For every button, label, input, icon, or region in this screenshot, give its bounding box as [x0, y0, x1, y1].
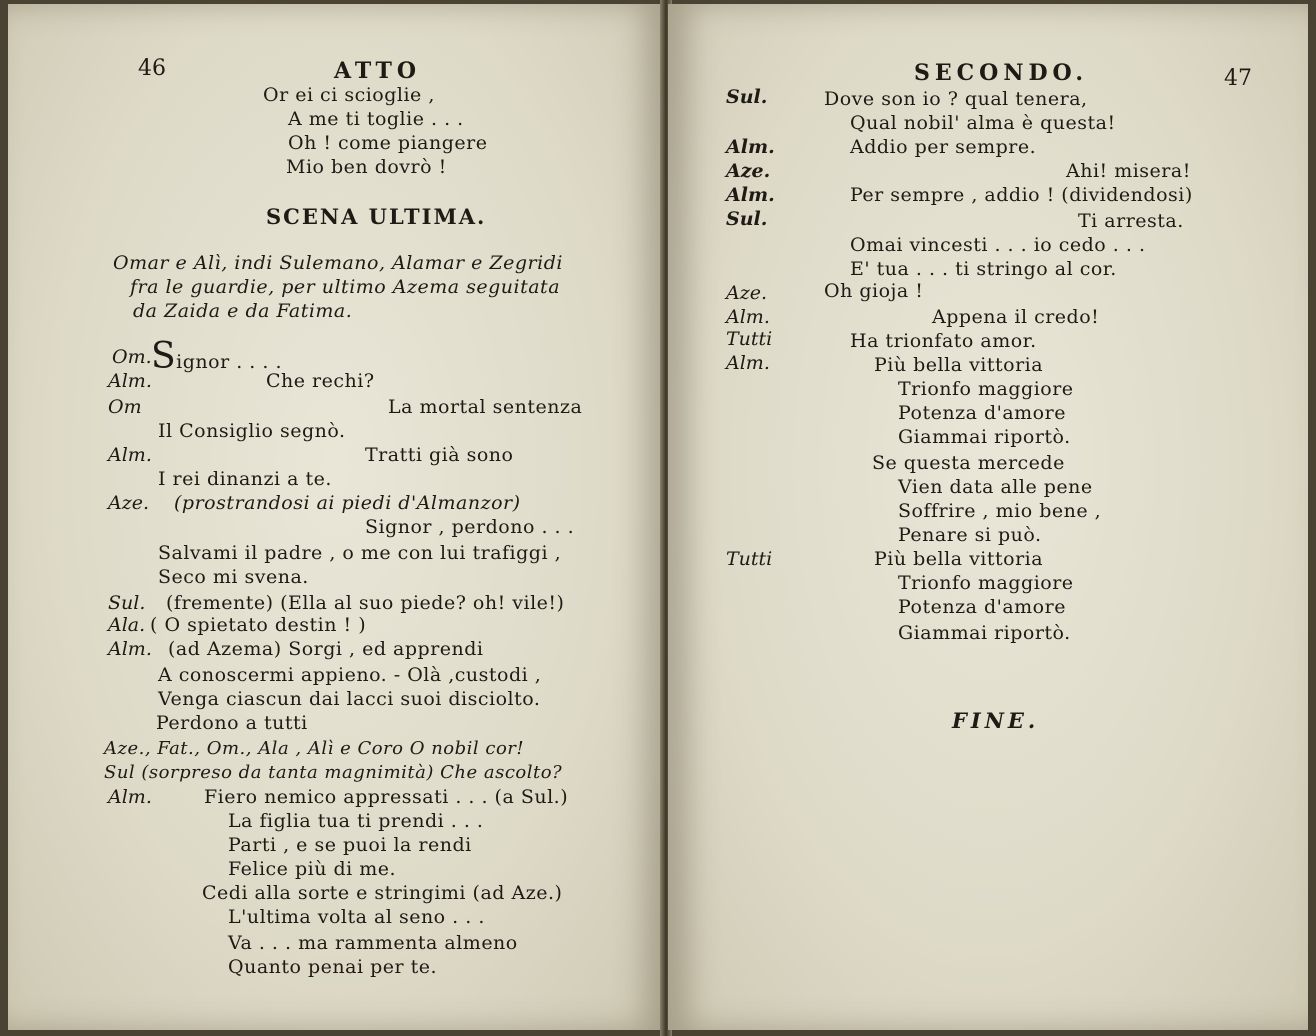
- dialogue-line: Ti arresta.: [1078, 210, 1184, 232]
- speaker: Alm.: [108, 444, 152, 466]
- aria-line: Mio ben dovrò !: [286, 156, 447, 178]
- stage-direction-line: da Zaida e da Fatima.: [133, 300, 353, 322]
- dialogue-line: Aze., Fat., Om., Ala , Alì e Coro O nobil cor!: [104, 738, 525, 759]
- dialogue-line: Potenza d'amore: [898, 402, 1066, 424]
- dialogue-line: Giammai riportò.: [898, 426, 1071, 448]
- speaker: Om.: [112, 346, 152, 368]
- stage-direction-line: fra le guardie, per ultimo Azema seguitata: [130, 276, 561, 298]
- dialogue-line: (ad Azema) Sorgi , ed apprendi: [168, 638, 484, 660]
- speaker: Alm.: [108, 638, 152, 660]
- dialogue-line: Dove son io ? qual tenera,: [824, 88, 1088, 110]
- speaker: Alm.: [108, 786, 152, 808]
- speaker: Sul.: [726, 86, 768, 108]
- speaker: Alm.: [726, 184, 775, 206]
- dialogue-line: Vien data alle pene: [898, 476, 1093, 498]
- dialogue-line: Signor . . . .: [151, 336, 282, 377]
- left-page: [8, 4, 663, 1030]
- dialogue-line: Fiero nemico appressati . . . (a Sul.): [204, 786, 569, 808]
- speaker: Ala.: [108, 614, 146, 636]
- right-page: [668, 4, 1308, 1030]
- dialogue-line: Tratti già sono: [365, 444, 514, 466]
- dialogue-line: Omai vincesti . . . io cedo . . .: [850, 234, 1146, 256]
- dialogue-line: E' tua . . . ti stringo al cor.: [850, 258, 1117, 280]
- aria-line: A me ti toglie . . .: [288, 108, 464, 130]
- dialogue-line: Parti , e se puoi la rendi: [228, 834, 472, 856]
- speaker: Aze.: [726, 160, 771, 182]
- speaker: Alm.: [726, 306, 770, 328]
- dialogue-line: (prostrandosi ai piedi d'Almanzor): [174, 492, 521, 514]
- aria-line: Oh ! come piangere: [288, 132, 488, 154]
- dialogue-line: Quanto penai per te.: [228, 956, 438, 978]
- dialogue-line: Più bella vittoria: [874, 548, 1044, 570]
- dialogue-line: Qual nobil' alma è questa!: [850, 112, 1116, 134]
- dialogue-line: Ahi! misera!: [1066, 160, 1191, 182]
- dialogue-line: Penare si può.: [898, 524, 1042, 546]
- dialogue-line: Se questa mercede: [872, 452, 1065, 474]
- dialogue-line: Trionfo maggiore: [898, 378, 1074, 400]
- speaker: Alm.: [726, 136, 775, 158]
- running-head: SECONDO.: [914, 60, 1089, 86]
- speaker: Alm.: [108, 370, 152, 392]
- dialogue-line: Appena il credo!: [932, 306, 1100, 328]
- speaker: Aze.: [108, 492, 150, 514]
- dialogue-line: La figlia tua ti prendi . . .: [228, 810, 484, 832]
- speaker: Aze.: [726, 282, 768, 304]
- dialogue-line: Ha trionfato amor.: [850, 330, 1037, 352]
- page-number: 46: [138, 56, 166, 81]
- dialogue-line: ( O spietato destin ! ): [150, 614, 367, 636]
- dialogue-line: Il Consiglio segnò.: [158, 420, 346, 442]
- dialogue-line: Potenza d'amore: [898, 596, 1066, 618]
- speaker: Sul.: [726, 208, 768, 230]
- dialogue-line: Oh gioja !: [824, 280, 924, 302]
- speaker: Om: [108, 396, 142, 418]
- dialogue-line: Per sempre , addio ! (dividendosi): [850, 184, 1193, 206]
- stage-direction-line: Omar e Alì, indi Sulemano, Alamar e Zegridi: [113, 252, 563, 274]
- dialogue-line: Seco mi svena.: [158, 566, 309, 588]
- page-number: 47: [1224, 66, 1252, 91]
- end-mark: FINE.: [952, 708, 1040, 733]
- dialogue-line: (fremente) (Ella al suo piede? oh! vile!): [166, 592, 565, 614]
- dialogue-line: Felice più di me.: [228, 858, 397, 880]
- drop-cap: S: [151, 336, 177, 377]
- dialogue-line: I rei dinanzi a te.: [158, 468, 332, 490]
- speaker: Tutti: [726, 328, 773, 350]
- dialogue-line: Che rechi?: [266, 370, 375, 392]
- dialogue-line: Salvami il padre , o me con lui trafiggi ,: [158, 542, 562, 564]
- dialogue-line: Soffrire , mio bene ,: [898, 500, 1102, 522]
- speaker: Sul.: [108, 592, 146, 614]
- dialogue-line: Cedi alla sorte e stringimi (ad Aze.): [202, 882, 563, 904]
- dialogue-line: Va . . . ma rammenta almeno: [228, 932, 518, 954]
- running-head: ATTO: [334, 58, 421, 84]
- dialogue-line: Più bella vittoria: [874, 354, 1044, 376]
- speaker: Alm.: [726, 352, 770, 374]
- scene-title: SCENA ULTIMA.: [266, 204, 487, 229]
- speaker: Tutti: [726, 548, 773, 570]
- dialogue-line: Venga ciascun dai lacci suoi disciolto.: [158, 688, 541, 710]
- dialogue-line: Signor , perdono . . .: [365, 516, 575, 538]
- aria-line: Or ei ci scioglie ,: [263, 84, 435, 106]
- dialogue-line: Addio per sempre.: [850, 136, 1037, 158]
- dialogue-line: Sul (sorpreso da tanta magnimità) Che ascolto?: [104, 762, 563, 783]
- dialogue-line: Trionfo maggiore: [898, 572, 1074, 594]
- dialogue-line: Giammai riportò.: [898, 622, 1071, 644]
- dialogue-line: La mortal sentenza: [388, 396, 583, 418]
- dialogue-line: A conoscermi appieno. - Olà ,custodi ,: [158, 664, 542, 686]
- dialogue-line: L'ultima volta al seno . . .: [228, 906, 485, 928]
- dialogue-line: Perdono a tutti: [156, 712, 308, 734]
